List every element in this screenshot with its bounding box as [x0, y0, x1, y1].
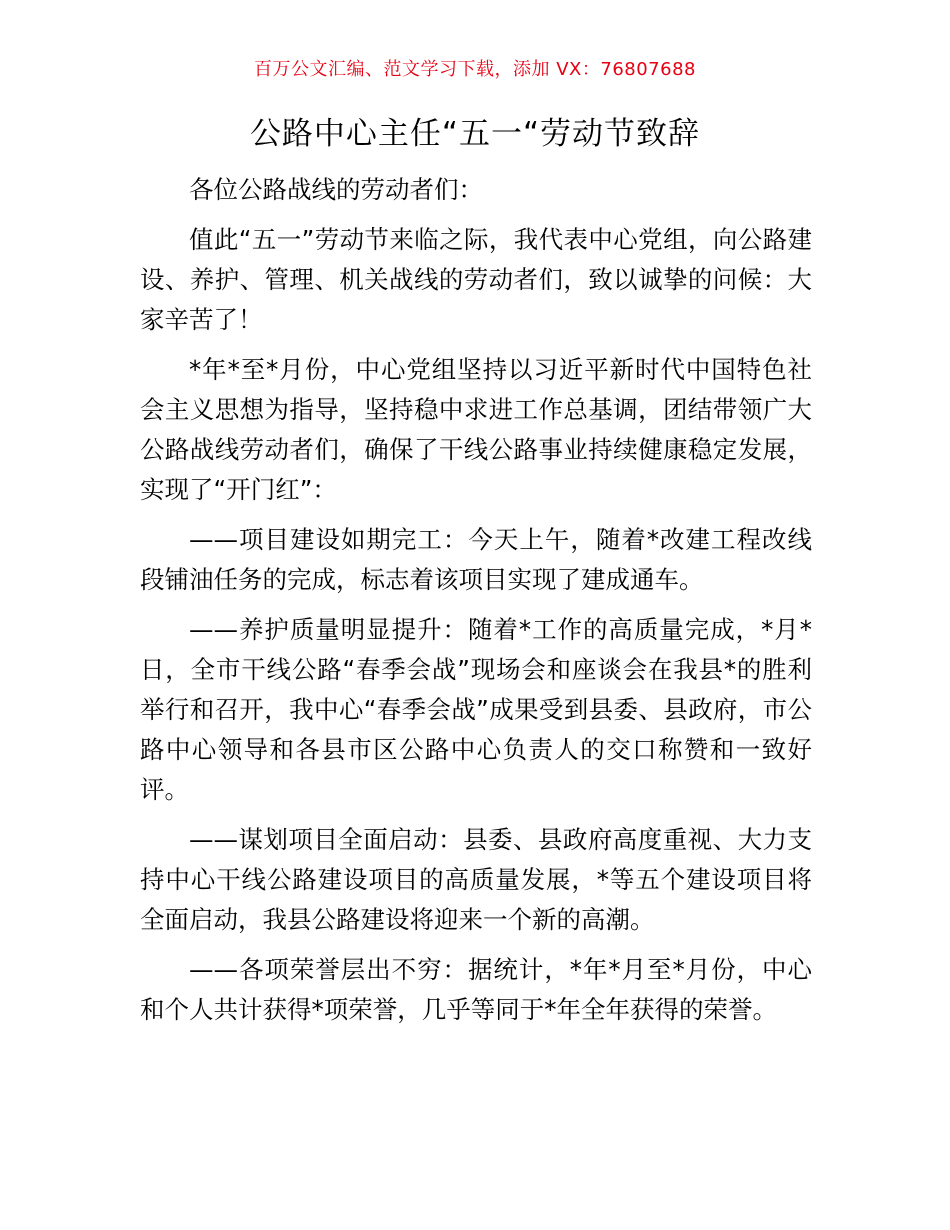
greeting-line: 各位公路战线的劳动者们：: [189, 175, 483, 204]
paragraph-honors: ——各项荣誉层出不穷：据统计，*年*月至*月份，中心和个人共计获得*项荣誉，几乎等同于*年全年获得的荣誉。: [140, 955, 812, 1024]
paragraph-project-completion: ——项目建设如期完工：今天上午，随着*改建工程改线段铺油任务的完成，标志着该项目实现了建成通车。: [140, 525, 812, 594]
paragraph-summary: *年*至*月份，中心党组坚持以习近平新时代中国特色社会主义思想为指导，坚持稳中求进工作总基调，团结带领广大公路战线劳动者们，确保了干线公路事业持续健康稳定发展，实现了“开门红”：: [140, 355, 812, 504]
paragraph-project-launch: ——谋划项目全面启动：县委、县政府高度重视、大力支持中心干线公路建设项目的高质量发展，*等五个建设项目将全面启动，我县公路建设将迎来一个新的高潮。: [140, 825, 812, 934]
document-body: [140, 170, 812, 1040]
document-title: 公路中心主任“五一“劳动节致辞: [249, 116, 701, 152]
header-watermark-note: 百万公文汇编、范文学习下载，添加 VX：76807688: [254, 59, 696, 80]
paragraph-maintenance-quality: ——养护质量明显提升：随着*工作的高质量完成，*月*日，全市干线公路“春季会战”现场会和座谈会在我县*的胜利举行和召开，我中心“春季会战”成果受到县委、县政府，市公路中心领导和各县市区公路中心负责人的交口称赞和一致好评。: [140, 615, 812, 804]
paragraph-intro: 值此“五一”劳动节来临之际，我代表中心党组，向公路建设、养护、管理、机关战线的劳动者们，致以诚挚的问候：大家辛苦了！: [140, 225, 812, 334]
